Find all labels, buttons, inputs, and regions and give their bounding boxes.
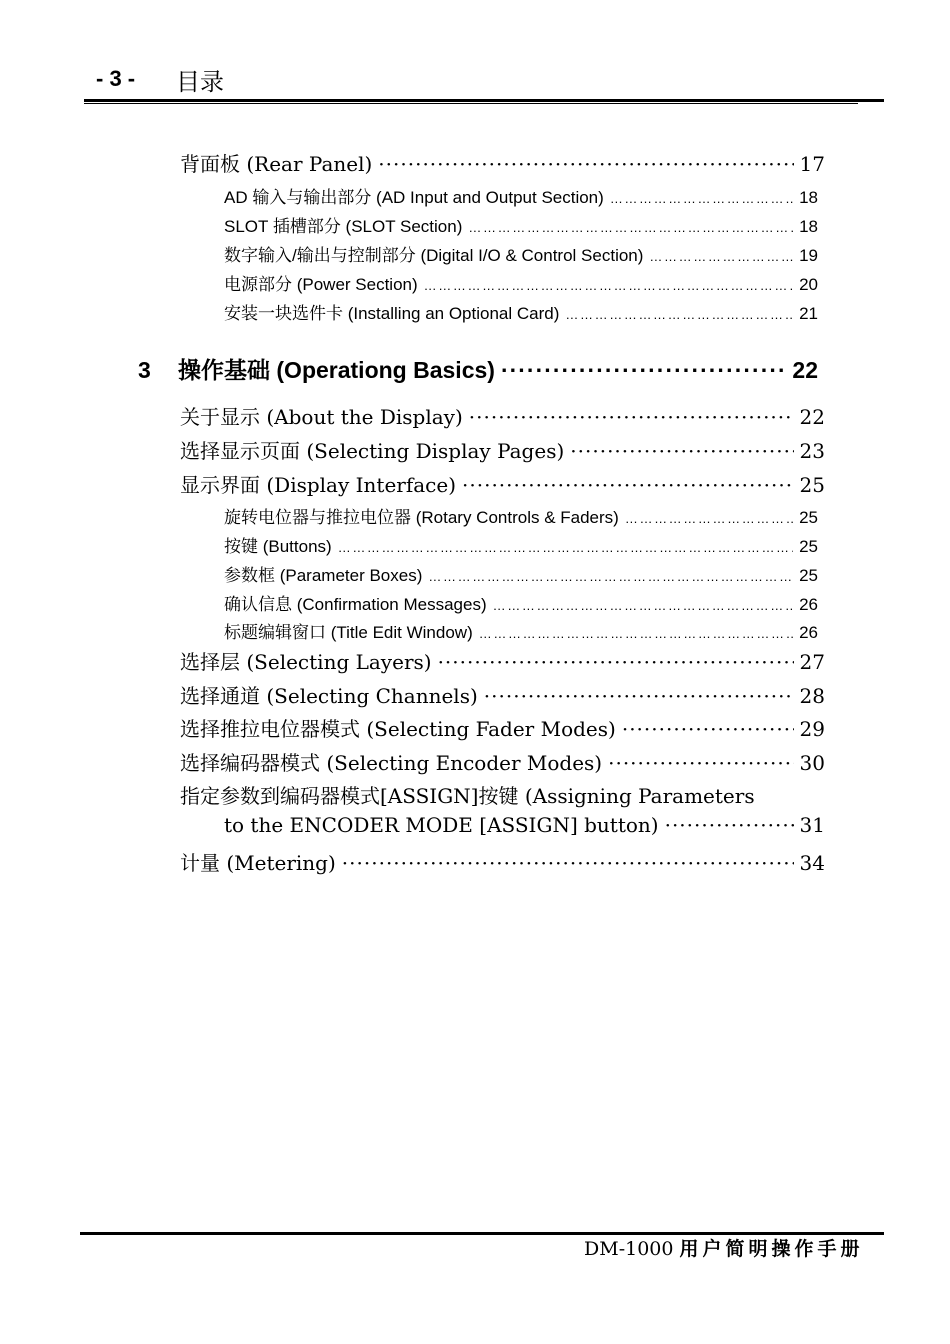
toc-entry-label: 背面板 (Rear Panel): [180, 152, 373, 176]
toc-entry: [224, 183, 818, 208]
toc-entry: [180, 435, 825, 464]
dot-leader: [378, 152, 793, 176]
toc-entry-label: 选择通道 (Selecting Channels): [180, 684, 478, 708]
toc-entry-page: 22: [799, 405, 825, 429]
toc-entry-page: 27: [799, 650, 825, 674]
toc-entry: [224, 532, 818, 557]
dot-leader: [649, 249, 793, 264]
toc-entry-page: 25: [799, 566, 818, 585]
page-title: 目录: [176, 68, 224, 96]
toc-entry-label: 标题编辑窗口 (Title Edit Window): [224, 623, 473, 642]
dot-leader: [610, 191, 793, 206]
dot-leader: [338, 540, 793, 555]
toc-entry-page: 18: [799, 188, 818, 207]
toc-entry-page: 25: [799, 508, 818, 527]
toc-entry: [180, 680, 825, 709]
toc-entry-label: SLOT 插槽部分 (SLOT Section): [224, 217, 463, 236]
toc-entry: [180, 401, 825, 430]
toc-entry-page: 26: [799, 623, 818, 642]
toc-entry-page: 26: [799, 595, 818, 614]
dot-leader: [479, 626, 793, 641]
toc-entry: [224, 241, 818, 266]
toc-entry-label: 参数框 (Parameter Boxes): [224, 566, 423, 585]
toc-entry-page: 22: [792, 357, 818, 383]
toc-entry-page: 21: [799, 304, 818, 323]
toc-entry-page: 19: [799, 246, 818, 265]
toc-entry-page: 18: [799, 217, 818, 236]
toc-entry-page: 20: [799, 275, 818, 294]
dot-leader: [342, 851, 794, 875]
toc-entry: [224, 590, 818, 615]
toc-entry: [224, 503, 818, 528]
footer-manual-title: 用户简明操作手册: [679, 1238, 864, 1260]
toc-entry: [180, 469, 825, 498]
footer-model: DM-1000: [584, 1238, 674, 1260]
dot-leader: [570, 439, 793, 463]
toc-entry-label: 数字输入/输出与控制部分 (Digital I/O & Control Section): [224, 246, 644, 265]
toc-entry-page: 17: [799, 152, 825, 176]
dot-leader: [665, 813, 794, 837]
toc-entry: [180, 847, 825, 876]
toc-entry: [180, 646, 825, 675]
toc-entry-continuation: [224, 813, 825, 837]
toc-entry-label: 旋转电位器与推拉电位器 (Rotary Controls & Faders): [224, 508, 619, 527]
dot-leader: [608, 751, 793, 775]
toc-entry-label: 指定参数到编码器模式[ASSIGN]按键 (Assigning Parameters: [180, 784, 755, 808]
dot-leader: [438, 650, 794, 674]
toc-entry-label-continuation: to the ENCODER MODE [ASSIGN] button): [224, 813, 659, 837]
toc-chapter-entry: [138, 352, 818, 385]
page-footer: [584, 1234, 864, 1261]
dot-leader: [469, 405, 794, 429]
toc-entry-label: 计量 (Metering): [180, 851, 336, 875]
dot-leader: [622, 717, 794, 741]
toc-entry-label: 关于显示 (About the Display): [180, 405, 463, 429]
toc-entry-label: 选择推拉电位器模式 (Selecting Fader Modes): [180, 717, 616, 741]
toc-entry-page: 29: [799, 717, 825, 741]
toc-entry: [180, 747, 825, 776]
header-rule: [84, 99, 884, 102]
dot-leader: [424, 278, 793, 293]
toc-entry-page: 25: [799, 537, 818, 556]
toc-entry: [224, 299, 818, 324]
toc-entry: [180, 148, 825, 177]
toc-entry-page: 25: [799, 473, 825, 497]
toc-entry-label: 确认信息 (Confirmation Messages): [224, 595, 487, 614]
dot-leader: [501, 357, 786, 384]
toc-entry: [180, 780, 755, 809]
dot-leader: [462, 473, 794, 497]
dot-leader: [428, 569, 793, 584]
toc-entry-label: 操作基础 (Operationg Basics): [178, 357, 495, 383]
dot-leader: [625, 511, 793, 526]
toc-entry-page: 23: [799, 439, 825, 463]
toc-entry-label: 选择显示页面 (Selecting Display Pages): [180, 439, 565, 463]
dot-leader: [468, 220, 793, 235]
page-header: [0, 0, 950, 110]
toc-entry: [224, 618, 818, 643]
toc-entry-label: 选择编码器模式 (Selecting Encoder Modes): [180, 751, 603, 775]
toc-entry-label: 选择层 (Selecting Layers): [180, 650, 432, 674]
toc-entry-label: 按键 (Buttons): [224, 537, 332, 556]
toc-entry-label: 显示界面 (Display Interface): [180, 473, 457, 497]
page-number: - 3 -: [96, 66, 136, 91]
toc-entry: [224, 270, 818, 295]
toc-entry-page: 28: [799, 684, 825, 708]
toc-entry: [180, 713, 825, 742]
dot-leader: [493, 598, 793, 613]
toc-entry-label: AD 输入与输出部分 (AD Input and Output Section): [224, 188, 604, 207]
dot-leader: [565, 307, 793, 322]
toc-entry-label: 电源部分 (Power Section): [224, 275, 418, 294]
toc-entry: [224, 212, 818, 237]
toc-entry-page: 31: [799, 813, 825, 837]
toc-entry-label: 安装一块选件卡 (Installing an Optional Card): [224, 304, 560, 323]
toc-entry-page: 30: [799, 751, 825, 775]
dot-leader: [484, 684, 794, 708]
chapter-number: 3: [138, 357, 151, 383]
toc-entry-page: 34: [799, 851, 825, 875]
toc-entry: [224, 561, 818, 586]
header-rule-thin: [84, 103, 858, 104]
